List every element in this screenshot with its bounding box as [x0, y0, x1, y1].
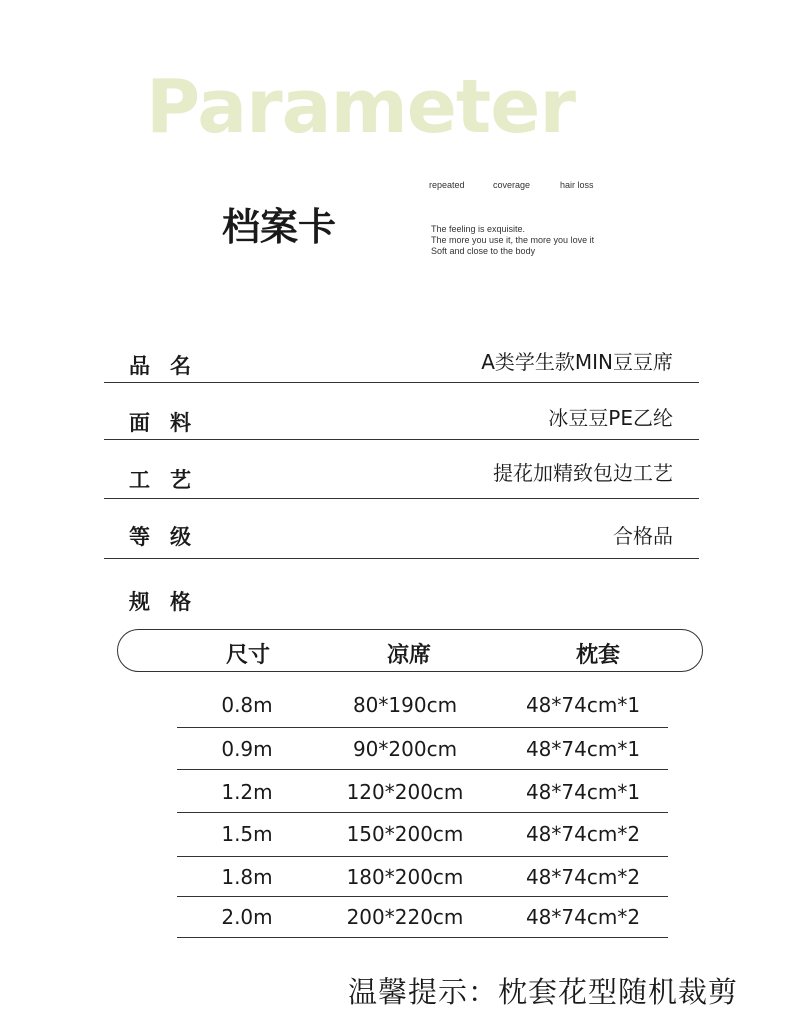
spec-label: 规格: [129, 590, 211, 614]
page-title: 档案卡: [222, 205, 337, 249]
tagline-line-1: The feeling is exquisite.: [431, 224, 526, 234]
table-row: [177, 727, 668, 770]
tag-hair-loss: hair loss: [560, 180, 594, 190]
cell-pillowcase: 48*74cm*2: [525, 822, 641, 846]
cell-size: 0.9m: [221, 737, 273, 761]
cell-mat: 180*200cm: [346, 865, 464, 889]
table-row: [177, 684, 668, 728]
table-row: [177, 896, 668, 938]
table-row: [177, 812, 668, 857]
header-pillowcase: 枕套: [575, 643, 621, 668]
param-value: 冰豆豆PE乙纶: [548, 406, 673, 430]
param-label: 面料: [129, 411, 211, 435]
param-value: A类学生款MIN豆豆席: [481, 350, 673, 374]
tagline-line-2: The more you use it, the more you love it: [431, 235, 595, 245]
param-row-craft: [104, 439, 699, 499]
cell-size: 1.8m: [221, 865, 273, 889]
table-row: [177, 856, 668, 897]
cell-pillowcase: 48*74cm*1: [525, 780, 641, 804]
cell-size: 1.5m: [221, 822, 273, 846]
tagline: [431, 224, 594, 257]
cell-mat: 80*190cm: [352, 693, 458, 717]
param-label: 品名: [129, 354, 211, 378]
table-row: [177, 769, 668, 813]
param-row-grade: [104, 498, 699, 559]
param-row-fabric: [104, 382, 699, 440]
cell-pillowcase: 48*74cm*2: [525, 905, 641, 929]
cell-size: 2.0m: [221, 905, 273, 929]
param-label: 工艺: [129, 468, 211, 492]
param-label: 等级: [129, 525, 211, 549]
spec-table-header: [117, 629, 703, 672]
cell-pillowcase: 48*74cm*2: [525, 865, 641, 889]
cell-pillowcase: 48*74cm*1: [525, 693, 641, 717]
tag-repeated: repeated: [429, 180, 465, 190]
tagline-line-3: Soft and close to the body: [431, 246, 536, 256]
cell-size: 0.8m: [221, 693, 273, 717]
cell-pillowcase: 48*74cm*1: [525, 737, 641, 761]
footer-note: 温馨提示：枕套花型随机裁剪: [348, 975, 739, 1009]
header-mat: 凉席: [386, 643, 432, 668]
tag-coverage: coverage: [493, 180, 531, 190]
param-row-name: [104, 340, 699, 383]
hero-word: Parameter: [146, 64, 575, 150]
cell-mat: 90*200cm: [352, 737, 458, 761]
cell-size: 1.2m: [221, 780, 273, 804]
cell-mat: 200*220cm: [346, 905, 464, 929]
param-value: 合格品: [613, 524, 673, 548]
cell-mat: 150*200cm: [346, 822, 464, 846]
header-size: 尺寸: [225, 643, 271, 668]
param-value: 提花加精致包边工艺: [493, 461, 673, 485]
cell-mat: 120*200cm: [346, 780, 464, 804]
